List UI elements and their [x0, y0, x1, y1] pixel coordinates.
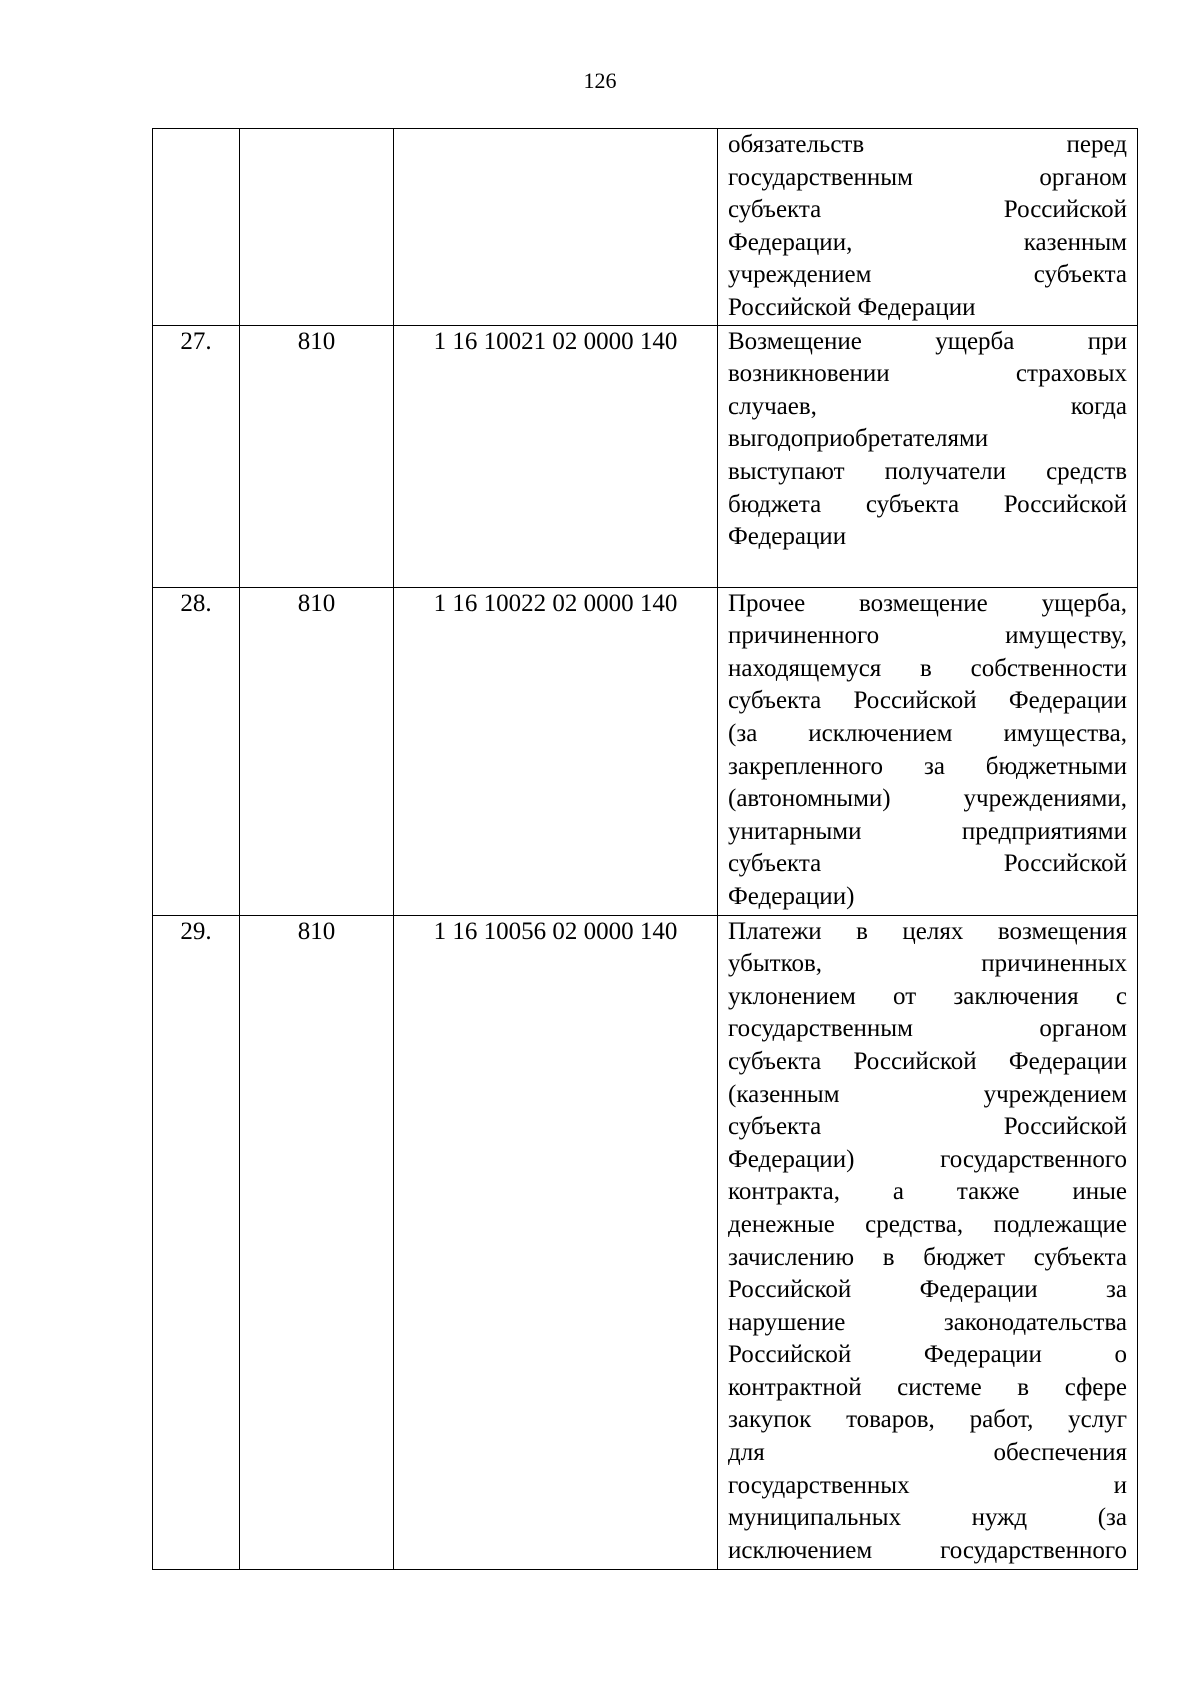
description-cell	[718, 587, 1138, 915]
description-line: муниципальных нужд (за	[728, 1504, 1127, 1532]
description-line: Возмещение ущерба при	[728, 327, 1127, 355]
description-line: Российской Федерации за	[728, 1276, 1127, 1304]
admin-code: 810	[297, 327, 336, 355]
description-line: обязательств перед	[728, 131, 1127, 158]
row-number: 28.	[180, 589, 212, 617]
admin-code-cell	[240, 325, 394, 587]
description-line: исключением государственного	[728, 1536, 1127, 1564]
description-line: выступают получатели средств	[728, 457, 1127, 485]
description-line: случаев, когда	[728, 392, 1127, 420]
description-line: учреждением субъекта	[728, 261, 1127, 289]
description-line: денежные средства, подлежащие	[728, 1210, 1127, 1238]
description-line: Федерации)	[728, 882, 855, 910]
description-cell	[718, 129, 1138, 326]
description-line: уклонением от заключения с	[728, 982, 1127, 1010]
description-line: находящемуся в собственности	[728, 654, 1127, 682]
description-line: Российской Федерации о	[728, 1341, 1127, 1369]
description-line: контракта, а также иные	[728, 1178, 1127, 1206]
kbk-code-cell	[394, 325, 718, 587]
kbk-code: 1 16 10021 02 0000 140	[433, 327, 678, 355]
table-row	[153, 325, 1138, 587]
row-number-cell	[153, 129, 240, 326]
admin-code: 810	[297, 589, 336, 617]
description-line: субъекта Российской Федерации	[728, 687, 1127, 715]
description-line: возникновении страховых	[728, 360, 1127, 388]
row-number: 29.	[180, 917, 212, 945]
description-line: (казенным учреждением	[728, 1080, 1127, 1108]
admin-code-cell	[240, 129, 394, 326]
description-line: субъекта Российской	[728, 196, 1127, 224]
description-line: Российской Федерации	[728, 293, 976, 321]
admin-code: 810	[297, 917, 336, 945]
page-number: 126	[583, 68, 617, 93]
row-number-cell	[153, 915, 240, 1569]
description-line: закрепленного за бюджетными	[728, 752, 1127, 780]
description-line: для обеспечения	[728, 1439, 1127, 1467]
description-line: Федерации, казенным	[728, 228, 1127, 256]
description-line: государственных и	[728, 1471, 1127, 1499]
description-line: Федерации	[728, 523, 847, 551]
description-line: (автономными) учреждениями,	[728, 785, 1127, 813]
kbk-code-cell	[394, 915, 718, 1569]
table-row	[153, 129, 1138, 326]
description-line: субъекта Российской Федерации	[728, 1047, 1127, 1075]
description-line: Прочее возмещение ущерба,	[728, 589, 1127, 617]
table-row	[153, 915, 1138, 1569]
description-line: бюджета субъекта Российской	[728, 490, 1127, 518]
description-line: государственным органом	[728, 163, 1127, 191]
revenue-codes-table	[152, 128, 1138, 1570]
description-line: Федерации) государственного	[728, 1145, 1127, 1173]
description-line: убытков, причиненных	[728, 950, 1127, 978]
table-body	[153, 129, 1138, 1570]
description-line: причиненного имуществу,	[728, 622, 1127, 650]
description-line: государственным органом	[728, 1015, 1127, 1043]
description-cell	[718, 915, 1138, 1569]
row-number: 27.	[180, 327, 212, 355]
admin-code-cell	[240, 915, 394, 1569]
description-line: субъекта Российской	[728, 1113, 1127, 1141]
kbk-code: 1 16 10056 02 0000 140	[433, 917, 678, 945]
row-number-cell	[153, 325, 240, 587]
description-cell	[718, 325, 1138, 587]
kbk-code-cell	[394, 129, 718, 326]
description-line: закупок товаров, работ, услуг	[728, 1406, 1127, 1434]
description-line: выгодоприобретателями	[728, 425, 989, 453]
description-line: субъекта Российской	[728, 850, 1127, 878]
description-line: (за исключением имущества,	[728, 719, 1127, 747]
description-line: унитарными предприятиями	[728, 817, 1127, 845]
description-line: Платежи в целях возмещения	[728, 917, 1127, 945]
description-line: нарушение законодательства	[728, 1308, 1127, 1336]
kbk-code: 1 16 10022 02 0000 140	[433, 589, 678, 617]
description-line: зачислению в бюджет субъекта	[728, 1243, 1127, 1271]
kbk-code-cell	[394, 587, 718, 915]
table-row	[153, 587, 1138, 915]
admin-code-cell	[240, 587, 394, 915]
description-line: контрактной системе в сфере	[728, 1373, 1127, 1401]
row-number-cell	[153, 587, 240, 915]
